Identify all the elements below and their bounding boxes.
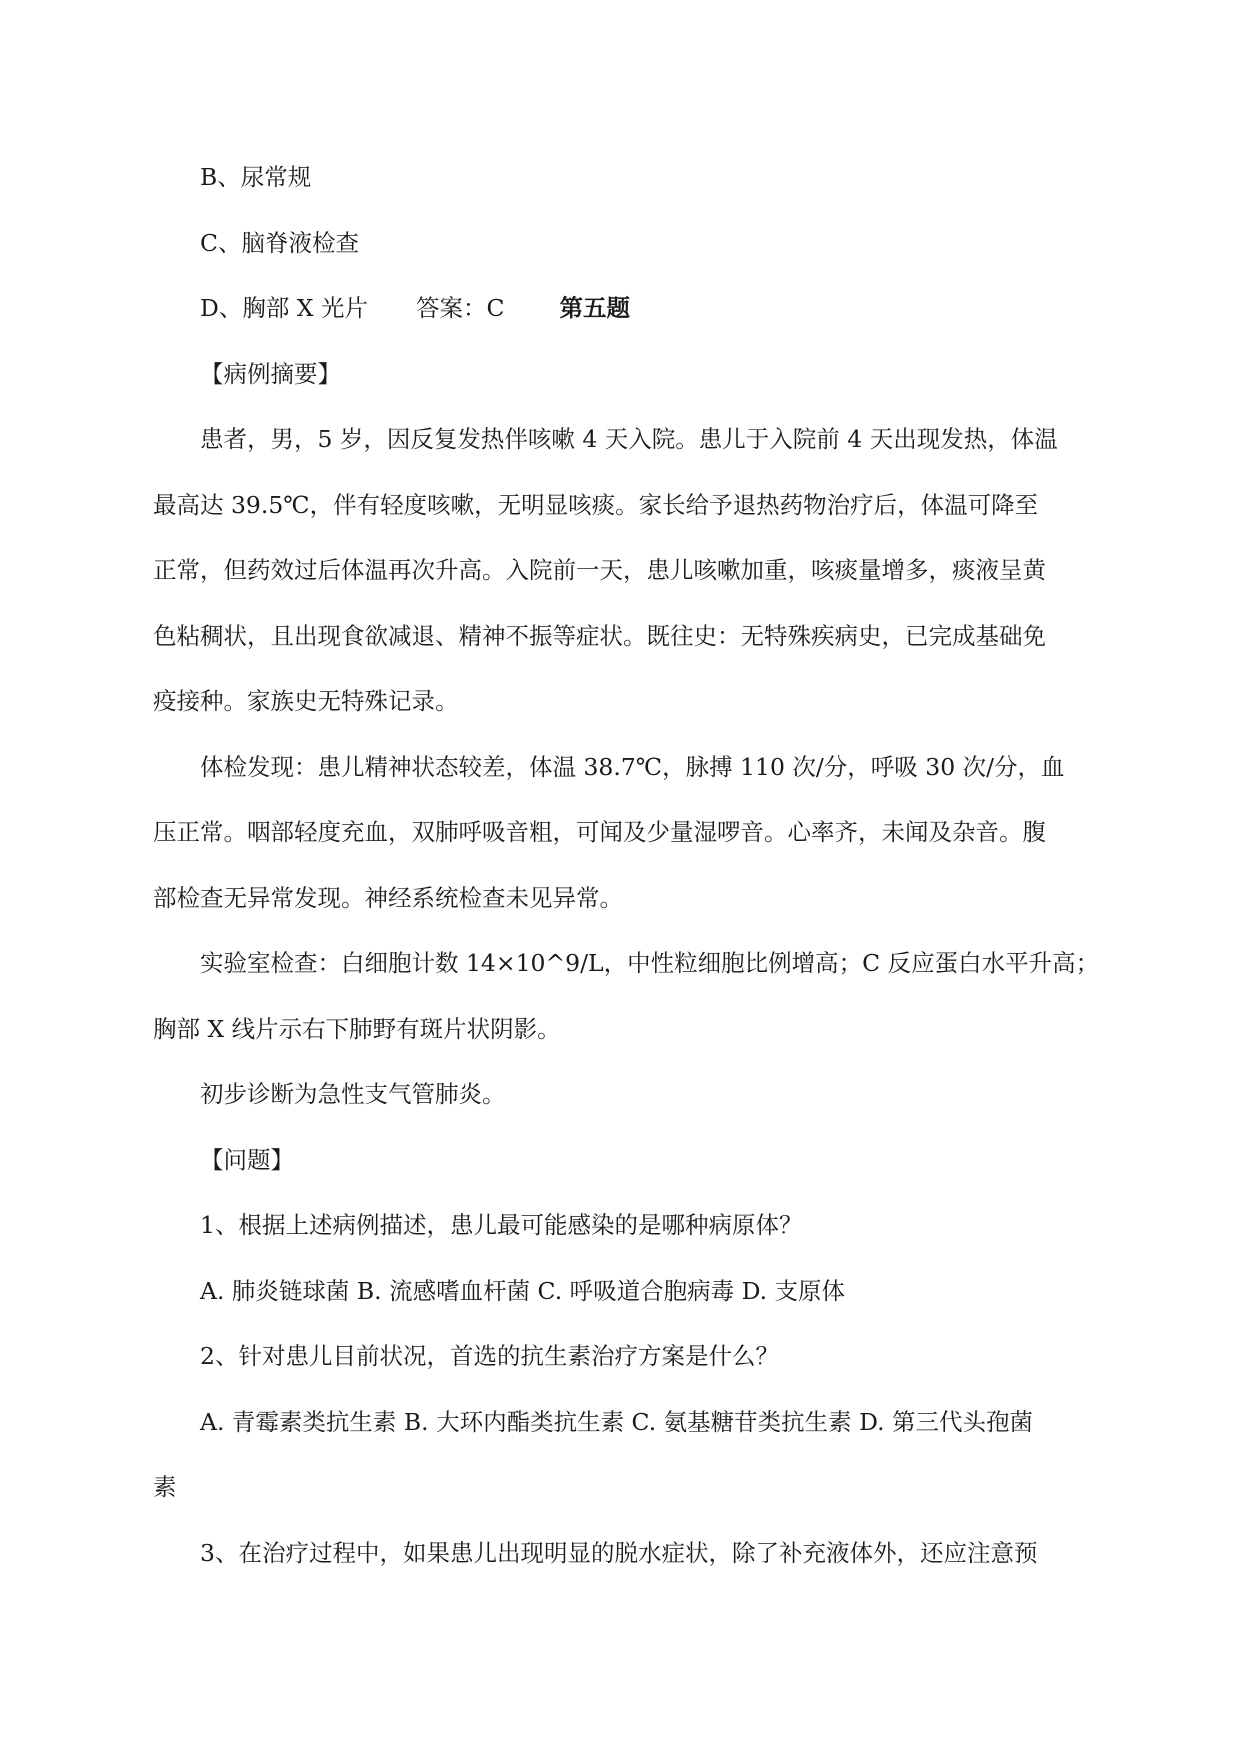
option-d: D、胸部 X 光片 bbox=[200, 294, 369, 322]
document-page bbox=[153, 145, 1100, 1586]
lab-exam-line: 实验室检查：白细胞计数 14×10^9/L，中性粒细胞比例增高；C 反应蛋白水平升高； bbox=[200, 949, 1100, 977]
case-summary-heading: 【病例摘要】 bbox=[200, 359, 341, 388]
option-d-answer-title-line bbox=[153, 276, 1093, 342]
answer: 答案：C bbox=[416, 294, 505, 322]
question-title: 第五题 bbox=[559, 294, 630, 322]
option-c: C、脑脊液检查 bbox=[200, 228, 359, 257]
question-stem: 3、在治疗过程中，如果患儿出现明显的脱水症状，除了补充液体外，还应注意预 bbox=[200, 1538, 1038, 1567]
physical-exam-line: 压正常。咽部轻度充血，双肺呼吸音粗，可闻及少量湿啰音。心率齐，未闻及杂音。腹 bbox=[153, 818, 1046, 846]
case-history-line: 正常，但药效过后体温再次升高。入院前一天，患儿咳嗽加重，咳痰量增多，痰液呈黄 bbox=[153, 556, 1046, 584]
question-stem: 2、针对患儿目前状况，首选的抗生素治疗方案是什么？ bbox=[200, 1342, 779, 1370]
physical-exam-line: 部检查无异常发现。神经系统检查未见异常。 bbox=[153, 883, 623, 912]
case-history-line: 色粘稠状，且出现食欲减退、精神不振等症状。既往史：无特殊疾病史，已完成基础免 bbox=[153, 621, 1046, 650]
question-options: A. 青霉素类抗生素 B. 大环内酯类抗生素 C. 氨基糖苷类抗生素 D. 第三代头孢菌 bbox=[200, 1407, 1034, 1436]
case-history-line: 疫接种。家族史无特殊记录。 bbox=[153, 687, 459, 715]
diagnosis: 初步诊断为急性支气管肺炎。 bbox=[200, 1080, 506, 1108]
lab-exam-line: 胸部 X 线片示右下肺野有斑片状阴影。 bbox=[153, 1014, 561, 1043]
physical-exam-line: 体检发现：患儿精神状态较差，体温 38.7℃，脉搏 110 次/分，呼吸 30 次/分，血 bbox=[200, 752, 1065, 781]
case-history-line: 最高达 39.5℃，伴有轻度咳嗽，无明显咳痰。家长给予退热药物治疗后，体温可降至 bbox=[153, 490, 1039, 519]
question-options: A. 肺炎链球菌 B. 流感嗜血杆菌 C. 呼吸道合胞病毒 D. 支原体 bbox=[200, 1276, 846, 1305]
case-history-line: 患者，男，5 岁，因反复发热伴咳嗽 4 天入院。患儿于入院前 4 天出现发热，体温 bbox=[200, 425, 1058, 453]
question-stem: 1、根据上述病例描述，患儿最可能感染的是哪种病原体？ bbox=[200, 1211, 803, 1239]
question-options: 素 bbox=[153, 1473, 177, 1501]
option-b: B、尿常规 bbox=[200, 163, 312, 191]
questions-heading: 【问题】 bbox=[200, 1145, 294, 1174]
